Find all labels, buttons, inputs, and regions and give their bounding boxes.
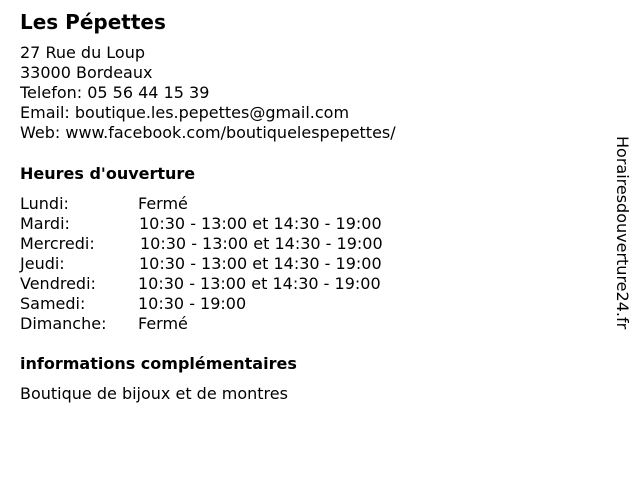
day-hours: Fermé bbox=[138, 194, 188, 213]
day-hours: 10:30 - 13:00 et 14:30 - 19:00 bbox=[140, 234, 383, 253]
hours-row-mercredi bbox=[20, 234, 440, 254]
contact-block bbox=[20, 43, 396, 143]
day-label: Vendredi: bbox=[20, 274, 96, 293]
day-label: Mardi: bbox=[20, 214, 70, 233]
phone-number: Telefon: 05 56 44 15 39 bbox=[20, 83, 210, 102]
additional-info-heading: informations complémentaires bbox=[20, 354, 297, 373]
day-label: Mercredi: bbox=[20, 234, 95, 253]
site-brand: Horairesdouverture24.fr bbox=[613, 136, 632, 330]
day-label: Dimanche: bbox=[20, 314, 107, 333]
hours-row-mardi bbox=[20, 214, 440, 234]
day-hours: 10:30 - 13:00 et 14:30 - 19:00 bbox=[139, 214, 382, 233]
city-address: 33000 Bordeaux bbox=[20, 63, 153, 82]
day-label: Samedi: bbox=[20, 294, 86, 313]
hours-row-dimanche bbox=[20, 314, 440, 334]
day-hours: Fermé bbox=[138, 314, 188, 333]
day-hours: 10:30 - 13:00 et 14:30 - 19:00 bbox=[138, 274, 381, 293]
hours-row-samedi bbox=[20, 294, 440, 314]
hours-row-vendredi bbox=[20, 274, 440, 294]
day-hours: 10:30 - 19:00 bbox=[138, 294, 247, 313]
business-name: Les Pépettes bbox=[20, 10, 166, 34]
day-hours: 10:30 - 13:00 et 14:30 - 19:00 bbox=[139, 254, 382, 273]
website-url: Web: www.facebook.com/boutiquelespepettes/ bbox=[20, 123, 396, 142]
hours-row-jeudi bbox=[20, 254, 440, 274]
email-address: Email: boutique.les.pepettes@gmail.com bbox=[20, 103, 350, 122]
additional-info-text: Boutique de bijoux et de montres bbox=[20, 384, 288, 403]
opening-hours-table bbox=[20, 194, 440, 334]
hours-row-lundi bbox=[20, 194, 440, 214]
day-label: Lundi: bbox=[20, 194, 69, 213]
street-address: 27 Rue du Loup bbox=[20, 43, 146, 62]
opening-hours-heading: Heures d'ouverture bbox=[20, 164, 196, 183]
day-label: Jeudi: bbox=[20, 254, 65, 273]
